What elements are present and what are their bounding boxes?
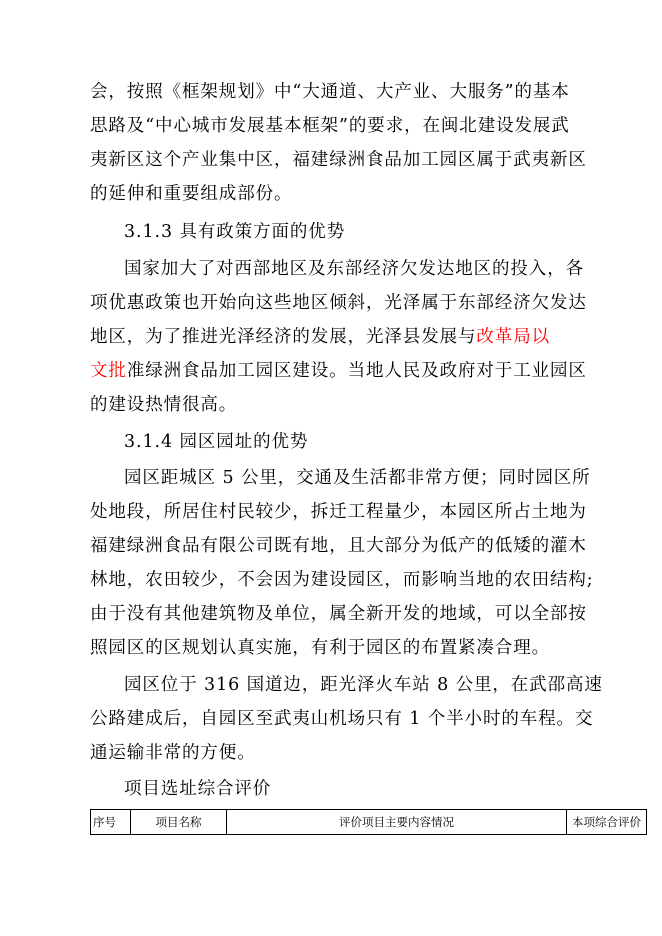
paragraph-line: 国家加大了对西部地区及东部经济欠发达地区的投入，各: [124, 259, 584, 279]
highlighted-text: 改革局以: [476, 327, 551, 347]
paragraph-line: 夷新区这个产业集中区，福建绿洲食品加工园区属于武夷新区: [90, 150, 587, 170]
paragraph-line: 园区距城区 5 公里，交通及生活都非常方便；同时园区所: [124, 468, 591, 488]
paragraph-line: [90, 358, 587, 384]
paragraph-line: 公路建成后，自园区至武夷山机场只有 1 个半小时的车程。交: [90, 709, 594, 729]
paragraph-line: 林地，农田较少，不会因为建设园区，而影响当地的农田结构;: [90, 570, 594, 590]
site-evaluation-table: [90, 809, 647, 835]
column-header-serial: 序号: [91, 810, 131, 835]
paragraph-line: 园区位于 316 国道边，距光泽火车站 8 公里，在武邵高速: [124, 675, 603, 695]
section-heading-3-1-3: 3.1.3 具有政策方面的优势: [124, 222, 346, 242]
paragraph-line: 的建设热情很高。: [90, 395, 238, 415]
column-header-main-content: 评价项目主要内容情况: [227, 810, 567, 835]
paragraph-line: 的延伸和重要组成部份。: [90, 184, 293, 204]
paragraph-line: 照园区的区规划认真实施，有利于园区的布置紧凑合理。: [90, 638, 550, 658]
paragraph-line: 思路及“中心城市发展基本框架”的要求，在闽北建设发展武: [90, 116, 570, 136]
paragraph-line: 处地段，所居住村民较少，拆迁工程量少，本园区所占土地为: [90, 502, 587, 522]
paragraph-line: 会，按照《框架规划》中“大通道、大产业、大服务”的基本: [90, 82, 570, 102]
paragraph-line: 由于没有其他建筑物及单位，属全新开发的地域，可以全部按: [90, 604, 587, 624]
table-header-row: [91, 810, 647, 835]
highlighted-text: 文批: [90, 361, 127, 381]
paragraph-line: 福建绿洲食品有限公司既有地，且大部分为低产的低矮的灌木: [90, 536, 587, 556]
text-run: 地区，为了推进光泽经济的发展，光泽县发展与: [90, 327, 477, 347]
text-run: 准绿洲食品加工园区建设。当地人民及政府对于工业园区: [126, 361, 587, 381]
section-heading-3-1-4: 3.1.4 园区园址的优势: [124, 432, 309, 452]
table-caption: 项目选址综合评价: [124, 779, 272, 799]
paragraph-line: 通运输非常的方便。: [90, 743, 256, 763]
paragraph-line: [90, 324, 570, 350]
paragraph-line: 项优惠政策也开始向这些地区倾斜，光泽属于东部经济欠发达: [90, 293, 587, 313]
column-header-overall-evaluation: 本项综合评价: [567, 810, 647, 835]
column-header-project-name: 项目名称: [131, 810, 227, 835]
